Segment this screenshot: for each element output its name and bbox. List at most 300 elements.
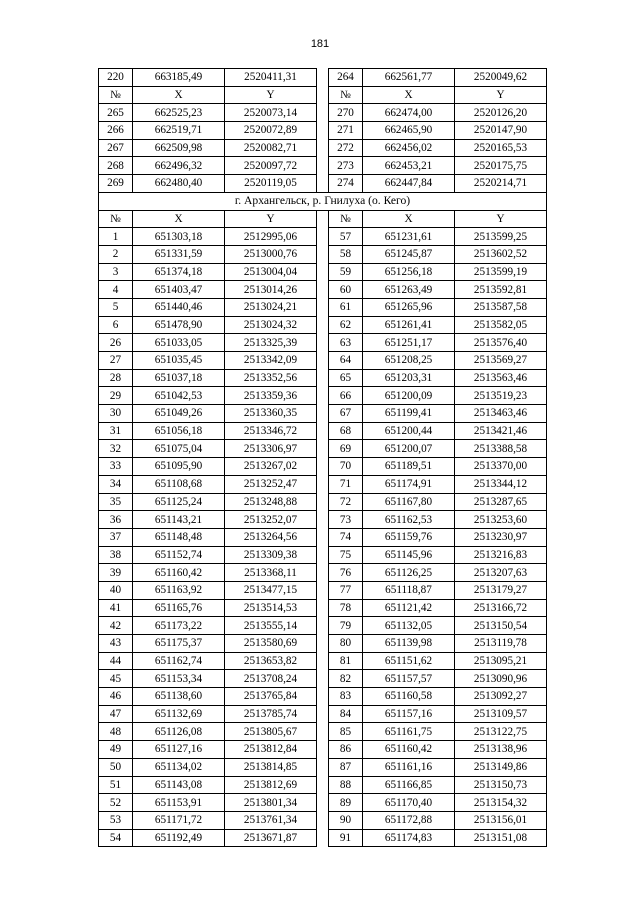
x-coordinate-cell: 651160,42: [363, 741, 455, 759]
table-row: [99, 104, 547, 122]
table-row: [99, 263, 547, 281]
x-coordinate-cell: 651245,87: [363, 245, 455, 263]
point-number-cell: 90: [329, 811, 363, 829]
column-header-row: [99, 210, 547, 228]
y-coordinate-cell: 2513149,86: [455, 758, 547, 776]
point-number-cell: 66: [329, 387, 363, 405]
y-coordinate-cell: 2513287,65: [455, 493, 547, 511]
column-separator: [317, 263, 329, 281]
y-coordinate-cell: 2513477,15: [225, 581, 317, 599]
x-coordinate-cell: 651157,57: [363, 670, 455, 688]
column-separator: [317, 175, 329, 193]
y-coordinate-cell: 2513346,72: [225, 422, 317, 440]
point-number-cell: 220: [99, 69, 133, 87]
point-number-cell: 59: [329, 263, 363, 281]
column-separator: [317, 617, 329, 635]
y-coordinate-cell: 2513024,32: [225, 316, 317, 334]
y-coordinate-cell: 2513216,83: [455, 546, 547, 564]
y-coordinate-cell: 2513812,69: [225, 776, 317, 794]
point-number-cell: 29: [99, 387, 133, 405]
y-coordinate-cell: 2513765,84: [225, 688, 317, 706]
table-row: [99, 829, 547, 847]
y-coordinate-cell: 2513309,38: [225, 546, 317, 564]
x-coordinate-cell: 651042,53: [133, 387, 225, 405]
point-number-cell: 266: [99, 122, 133, 140]
point-number-cell: 76: [329, 564, 363, 582]
table-row: [99, 546, 547, 564]
column-separator: [317, 741, 329, 759]
x-coordinate-cell: 651199,41: [363, 405, 455, 423]
point-number-cell: 47: [99, 705, 133, 723]
x-coordinate-cell: 651203,31: [363, 369, 455, 387]
x-coordinate-cell: 651121,42: [363, 599, 455, 617]
y-coordinate-cell: 2513342,09: [225, 352, 317, 370]
x-coordinate-cell: 651075,04: [133, 440, 225, 458]
column-separator: [317, 86, 329, 104]
x-coordinate-cell: 651153,34: [133, 670, 225, 688]
y-coordinate-cell: 2513264,56: [225, 528, 317, 546]
x-coordinate-cell: 651095,90: [133, 458, 225, 476]
point-number-cell: 88: [329, 776, 363, 794]
x-coordinate-cell: 651162,53: [363, 511, 455, 529]
x-coordinate-cell: 651440,46: [133, 298, 225, 316]
column-separator: [317, 511, 329, 529]
x-coordinate-cell: 662519,71: [133, 122, 225, 140]
point-number-cell: 73: [329, 511, 363, 529]
y-coordinate-cell: 2513179,27: [455, 581, 547, 599]
x-coordinate-cell: 651118,87: [363, 581, 455, 599]
column-separator: [317, 334, 329, 352]
point-number-cell: 70: [329, 458, 363, 476]
y-coordinate-cell: 2513814,85: [225, 758, 317, 776]
x-coordinate-cell: 651161,75: [363, 723, 455, 741]
x-coordinate-cell: 651108,68: [133, 475, 225, 493]
point-number-cell: 75: [329, 546, 363, 564]
y-coordinate-cell: 2520119,05: [225, 175, 317, 193]
x-coordinate-cell: 651132,69: [133, 705, 225, 723]
y-coordinate-cell: 2520147,90: [455, 122, 547, 140]
point-number-cell: №: [329, 86, 363, 104]
y-coordinate-cell: 2513463,46: [455, 405, 547, 423]
y-coordinate-cell: 2513166,72: [455, 599, 547, 617]
column-separator: [317, 705, 329, 723]
point-number-cell: 84: [329, 705, 363, 723]
point-number-cell: 64: [329, 352, 363, 370]
y-coordinate-cell: Y: [225, 86, 317, 104]
point-number-cell: 265: [99, 104, 133, 122]
x-coordinate-cell: 651374,18: [133, 263, 225, 281]
column-separator: [317, 528, 329, 546]
point-number-cell: 83: [329, 688, 363, 706]
x-coordinate-cell: 651126,08: [133, 723, 225, 741]
table-row: [99, 122, 547, 140]
x-coordinate-cell: X: [363, 210, 455, 228]
x-coordinate-cell: 651162,74: [133, 652, 225, 670]
y-coordinate-cell: 2513325,39: [225, 334, 317, 352]
x-coordinate-cell: 651125,24: [133, 493, 225, 511]
point-number-cell: 53: [99, 811, 133, 829]
table-row: [99, 581, 547, 599]
x-coordinate-cell: 663185,49: [133, 69, 225, 87]
x-coordinate-cell: 651161,16: [363, 758, 455, 776]
x-coordinate-cell: 662561,77: [363, 69, 455, 87]
x-coordinate-cell: 651192,49: [133, 829, 225, 847]
column-separator: [317, 475, 329, 493]
point-number-cell: 39: [99, 564, 133, 582]
table-row: [99, 334, 547, 352]
y-coordinate-cell: 2513576,40: [455, 334, 547, 352]
point-number-cell: 26: [99, 334, 133, 352]
point-number-cell: 52: [99, 794, 133, 812]
x-coordinate-cell: 651167,80: [363, 493, 455, 511]
column-separator: [317, 458, 329, 476]
x-coordinate-cell: 651175,37: [133, 635, 225, 653]
point-number-cell: 91: [329, 829, 363, 847]
y-coordinate-cell: 2513004,04: [225, 263, 317, 281]
column-separator: [317, 546, 329, 564]
x-coordinate-cell: 651143,21: [133, 511, 225, 529]
x-coordinate-cell: 651132,05: [363, 617, 455, 635]
x-coordinate-cell: 651189,51: [363, 458, 455, 476]
x-coordinate-cell: 651200,07: [363, 440, 455, 458]
point-number-cell: 77: [329, 581, 363, 599]
column-separator: [317, 316, 329, 334]
point-number-cell: 36: [99, 511, 133, 529]
point-number-cell: 38: [99, 546, 133, 564]
column-separator: [317, 776, 329, 794]
column-separator: [317, 139, 329, 157]
x-coordinate-cell: 651049,26: [133, 405, 225, 423]
column-separator: [317, 245, 329, 263]
y-coordinate-cell: 2513421,46: [455, 422, 547, 440]
point-number-cell: 63: [329, 334, 363, 352]
point-number-cell: 3: [99, 263, 133, 281]
point-number-cell: 37: [99, 528, 133, 546]
point-number-cell: 78: [329, 599, 363, 617]
table-row: [99, 723, 547, 741]
column-separator: [317, 210, 329, 228]
point-number-cell: 85: [329, 723, 363, 741]
table-row: [99, 352, 547, 370]
point-number-cell: 271: [329, 122, 363, 140]
x-coordinate-cell: 662456,02: [363, 139, 455, 157]
y-coordinate-cell: 2513708,24: [225, 670, 317, 688]
y-coordinate-cell: 2513252,07: [225, 511, 317, 529]
y-coordinate-cell: 2513109,57: [455, 705, 547, 723]
table-row: [99, 369, 547, 387]
point-number-cell: 272: [329, 139, 363, 157]
y-coordinate-cell: 2513253,60: [455, 511, 547, 529]
y-coordinate-cell: 2520097,72: [225, 157, 317, 175]
table-row: [99, 493, 547, 511]
x-coordinate-cell: X: [363, 86, 455, 104]
column-separator: [317, 104, 329, 122]
y-coordinate-cell: 2513368,11: [225, 564, 317, 582]
point-number-cell: №: [99, 210, 133, 228]
column-separator: [317, 581, 329, 599]
table-row: [99, 157, 547, 175]
section-title-row: [99, 192, 547, 210]
x-coordinate-cell: 651265,96: [363, 298, 455, 316]
column-separator: [317, 369, 329, 387]
column-separator: [317, 635, 329, 653]
x-coordinate-cell: 651152,74: [133, 546, 225, 564]
y-coordinate-cell: 2513599,25: [455, 228, 547, 246]
y-coordinate-cell: 2513150,73: [455, 776, 547, 794]
table-row: [99, 387, 547, 405]
point-number-cell: 82: [329, 670, 363, 688]
point-number-cell: 57: [329, 228, 363, 246]
x-coordinate-cell: 651148,48: [133, 528, 225, 546]
y-coordinate-cell: Y: [455, 86, 547, 104]
column-separator: [317, 670, 329, 688]
y-coordinate-cell: 2513519,23: [455, 387, 547, 405]
column-separator: [317, 352, 329, 370]
x-coordinate-cell: 651261,41: [363, 316, 455, 334]
column-separator: [317, 228, 329, 246]
y-coordinate-cell: 2513761,34: [225, 811, 317, 829]
table-row: [99, 705, 547, 723]
point-number-cell: 69: [329, 440, 363, 458]
table-row: [99, 652, 547, 670]
y-coordinate-cell: 2513352,56: [225, 369, 317, 387]
point-number-cell: 4: [99, 281, 133, 299]
x-coordinate-cell: 662480,40: [133, 175, 225, 193]
y-coordinate-cell: 2513514,53: [225, 599, 317, 617]
table-row: [99, 175, 547, 193]
point-number-cell: 273: [329, 157, 363, 175]
point-number-cell: 62: [329, 316, 363, 334]
point-number-cell: 28: [99, 369, 133, 387]
x-coordinate-cell: 651134,02: [133, 758, 225, 776]
point-number-cell: 54: [99, 829, 133, 847]
point-number-cell: 74: [329, 528, 363, 546]
point-number-cell: 33: [99, 458, 133, 476]
y-coordinate-cell: 2520072,89: [225, 122, 317, 140]
x-coordinate-cell: 651126,25: [363, 564, 455, 582]
y-coordinate-cell: 2513785,74: [225, 705, 317, 723]
y-coordinate-cell: 2513587,58: [455, 298, 547, 316]
column-separator: [317, 122, 329, 140]
y-coordinate-cell: 2513095,21: [455, 652, 547, 670]
point-number-cell: 34: [99, 475, 133, 493]
point-number-cell: 61: [329, 298, 363, 316]
point-number-cell: 49: [99, 741, 133, 759]
y-coordinate-cell: 2520175,75: [455, 157, 547, 175]
point-number-cell: 79: [329, 617, 363, 635]
point-number-cell: 269: [99, 175, 133, 193]
table-row: [99, 440, 547, 458]
point-number-cell: №: [99, 86, 133, 104]
y-coordinate-cell: 2513138,96: [455, 741, 547, 759]
table-row: [99, 316, 547, 334]
x-coordinate-cell: 651151,62: [363, 652, 455, 670]
point-number-cell: 31: [99, 422, 133, 440]
column-separator: [317, 758, 329, 776]
point-number-cell: 32: [99, 440, 133, 458]
y-coordinate-cell: 2513801,34: [225, 794, 317, 812]
column-separator: [317, 298, 329, 316]
table-row: [99, 794, 547, 812]
column-separator: [317, 387, 329, 405]
point-number-cell: 65: [329, 369, 363, 387]
y-coordinate-cell: 2513092,27: [455, 688, 547, 706]
y-coordinate-cell: 2513805,67: [225, 723, 317, 741]
point-number-cell: 87: [329, 758, 363, 776]
table-row: [99, 564, 547, 582]
table-row: [99, 458, 547, 476]
table-row: [99, 741, 547, 759]
point-number-cell: 51: [99, 776, 133, 794]
x-coordinate-cell: 651200,09: [363, 387, 455, 405]
point-number-cell: 58: [329, 245, 363, 263]
point-number-cell: 2: [99, 245, 133, 263]
x-coordinate-cell: 651478,90: [133, 316, 225, 334]
point-number-cell: 27: [99, 352, 133, 370]
point-number-cell: 81: [329, 652, 363, 670]
table-row: [99, 281, 547, 299]
point-number-cell: 264: [329, 69, 363, 87]
table-row: [99, 617, 547, 635]
y-coordinate-cell: 2520214,71: [455, 175, 547, 193]
x-coordinate-cell: 651173,22: [133, 617, 225, 635]
table-row: [99, 811, 547, 829]
column-separator: [317, 405, 329, 423]
x-coordinate-cell: 651200,44: [363, 422, 455, 440]
point-number-cell: 40: [99, 581, 133, 599]
page-number: 181: [310, 38, 330, 50]
y-coordinate-cell: 2513599,19: [455, 263, 547, 281]
table-row: [99, 670, 547, 688]
y-coordinate-cell: 2520126,20: [455, 104, 547, 122]
x-coordinate-cell: 651127,16: [133, 741, 225, 759]
x-coordinate-cell: 651033,05: [133, 334, 225, 352]
point-number-cell: 72: [329, 493, 363, 511]
y-coordinate-cell: 2513090,96: [455, 670, 547, 688]
point-number-cell: №: [329, 210, 363, 228]
y-coordinate-cell: 2513122,75: [455, 723, 547, 741]
column-separator: [317, 493, 329, 511]
point-number-cell: 35: [99, 493, 133, 511]
x-coordinate-cell: 651160,58: [363, 688, 455, 706]
table-row: [99, 405, 547, 423]
x-coordinate-cell: 651035,45: [133, 352, 225, 370]
point-number-cell: 68: [329, 422, 363, 440]
y-coordinate-cell: 2513344,12: [455, 475, 547, 493]
y-coordinate-cell: 2513248,88: [225, 493, 317, 511]
column-separator: [317, 440, 329, 458]
x-coordinate-cell: X: [133, 86, 225, 104]
y-coordinate-cell: 2520082,71: [225, 139, 317, 157]
y-coordinate-cell: 2513388,58: [455, 440, 547, 458]
x-coordinate-cell: 662465,90: [363, 122, 455, 140]
x-coordinate-cell: 662447,84: [363, 175, 455, 193]
point-number-cell: 267: [99, 139, 133, 157]
table-row: [99, 298, 547, 316]
table-row: [99, 422, 547, 440]
point-number-cell: 45: [99, 670, 133, 688]
x-coordinate-cell: 662453,21: [363, 157, 455, 175]
point-number-cell: 42: [99, 617, 133, 635]
x-coordinate-cell: 651165,76: [133, 599, 225, 617]
y-coordinate-cell: 2513602,52: [455, 245, 547, 263]
y-coordinate-cell: 2520411,31: [225, 69, 317, 87]
column-separator: [317, 69, 329, 87]
point-number-cell: 67: [329, 405, 363, 423]
y-coordinate-cell: 2513370,00: [455, 458, 547, 476]
y-coordinate-cell: Y: [225, 210, 317, 228]
y-coordinate-cell: 2520073,14: [225, 104, 317, 122]
column-separator: [317, 652, 329, 670]
point-number-cell: 89: [329, 794, 363, 812]
table-row: [99, 139, 547, 157]
x-coordinate-cell: 651172,88: [363, 811, 455, 829]
table-row: [99, 511, 547, 529]
table-row: [99, 776, 547, 794]
y-coordinate-cell: 2513563,46: [455, 369, 547, 387]
x-coordinate-cell: 662496,32: [133, 157, 225, 175]
point-number-cell: 270: [329, 104, 363, 122]
x-coordinate-cell: 651159,76: [363, 528, 455, 546]
y-coordinate-cell: 2513207,63: [455, 564, 547, 582]
point-number-cell: 41: [99, 599, 133, 617]
column-separator: [317, 281, 329, 299]
x-coordinate-cell: 651157,16: [363, 705, 455, 723]
x-coordinate-cell: 651139,98: [363, 635, 455, 653]
column-separator: [317, 564, 329, 582]
y-coordinate-cell: 2513267,02: [225, 458, 317, 476]
x-coordinate-cell: 651263,49: [363, 281, 455, 299]
x-coordinate-cell: X: [133, 210, 225, 228]
table-row: [99, 599, 547, 617]
table-row: [99, 228, 547, 246]
point-number-cell: 43: [99, 635, 133, 653]
y-coordinate-cell: 2512995,06: [225, 228, 317, 246]
y-coordinate-cell: 2513151,08: [455, 829, 547, 847]
table-row: [99, 635, 547, 653]
x-coordinate-cell: 662474,00: [363, 104, 455, 122]
y-coordinate-cell: 2513653,82: [225, 652, 317, 670]
point-number-cell: 60: [329, 281, 363, 299]
y-coordinate-cell: 2513569,27: [455, 352, 547, 370]
y-coordinate-cell: 2513000,76: [225, 245, 317, 263]
y-coordinate-cell: 2513306,97: [225, 440, 317, 458]
column-separator: [317, 422, 329, 440]
y-coordinate-cell: 2520049,62: [455, 69, 547, 87]
point-number-cell: 48: [99, 723, 133, 741]
y-coordinate-cell: 2513812,84: [225, 741, 317, 759]
table-row: [99, 475, 547, 493]
y-coordinate-cell: 2513582,05: [455, 316, 547, 334]
x-coordinate-cell: 651403,47: [133, 281, 225, 299]
point-number-cell: 6: [99, 316, 133, 334]
point-number-cell: 1: [99, 228, 133, 246]
point-number-cell: 30: [99, 405, 133, 423]
y-coordinate-cell: 2513671,87: [225, 829, 317, 847]
point-number-cell: 5: [99, 298, 133, 316]
y-coordinate-cell: 2513360,35: [225, 405, 317, 423]
table-row: [99, 69, 547, 87]
x-coordinate-cell: 651331,59: [133, 245, 225, 263]
point-number-cell: 46: [99, 688, 133, 706]
x-coordinate-cell: 651171,72: [133, 811, 225, 829]
column-separator: [317, 829, 329, 847]
y-coordinate-cell: 2513014,26: [225, 281, 317, 299]
point-number-cell: 268: [99, 157, 133, 175]
x-coordinate-cell: 651056,18: [133, 422, 225, 440]
y-coordinate-cell: 2513156,01: [455, 811, 547, 829]
y-coordinate-cell: 2513119,78: [455, 635, 547, 653]
